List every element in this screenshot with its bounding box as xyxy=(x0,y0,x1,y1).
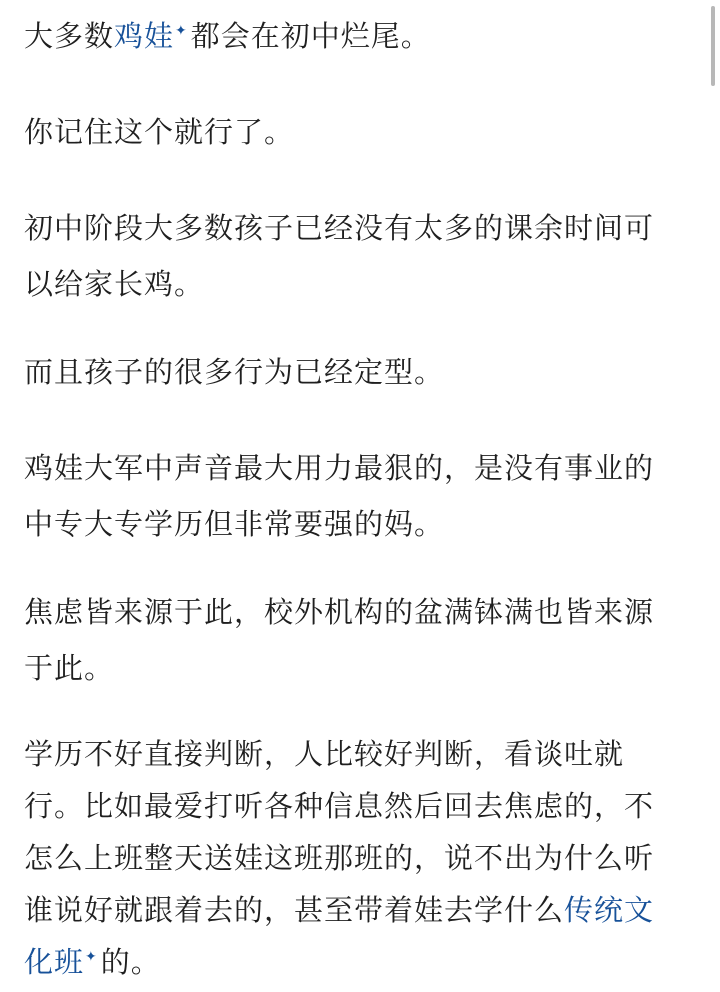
paragraph-7 xyxy=(24,734,654,982)
paragraph-1 xyxy=(24,16,431,56)
search-spark-icon[interactable]: ✦ xyxy=(175,23,188,40)
paragraph-line: 以给家长鸡。 xyxy=(24,267,205,301)
paragraph-line: 于此。 xyxy=(24,651,115,685)
paragraph-text: 谁说好就跟着去的，甚至带着娃去学什么 xyxy=(24,893,565,927)
paragraph-line xyxy=(24,942,654,982)
paragraph-text: 都会在初中烂尾。 xyxy=(190,19,431,53)
paragraph-line: 学历不好直接判断，人比较好判断，看谈吐就 xyxy=(24,737,625,771)
keyword-link-traditional-culture-class[interactable]: 传统文 xyxy=(564,893,655,927)
paragraph-line: 焦虑皆来源于此，校外机构的盆满钵满也皆来源 xyxy=(24,595,655,629)
scrollbar[interactable] xyxy=(711,6,715,86)
paragraph-line: 鸡娃大军中声音最大用力最狠的，是没有事业的 xyxy=(24,451,655,485)
paragraph-line: 怎么上班整天送娃这班那班的，说不出为什么听 xyxy=(24,841,655,875)
paragraph-5 xyxy=(24,448,654,544)
paragraph-3 xyxy=(24,208,654,304)
paragraph-6 xyxy=(24,592,654,688)
paragraph-line: 行。比如最爱打听各种信息然后回去焦虑的，不 xyxy=(24,789,655,823)
paragraph-text: 大多数 xyxy=(24,19,115,53)
keyword-link-jiwa[interactable]: 鸡娃 xyxy=(114,19,175,53)
paragraph-line xyxy=(24,890,654,930)
paragraph-2 xyxy=(24,112,294,152)
paragraph-text: 你记住这个就行了。 xyxy=(24,115,295,149)
paragraph-4 xyxy=(24,352,444,392)
search-spark-icon[interactable]: ✦ xyxy=(85,949,98,966)
keyword-link-traditional-culture-class-cont[interactable]: 化班 xyxy=(24,945,85,979)
paragraph-line: 初中阶段大多数孩子已经没有太多的课余时间可 xyxy=(24,211,655,245)
paragraph-text: 的。 xyxy=(100,945,161,979)
paragraph-line: 中专大专学历但非常要强的妈。 xyxy=(24,507,445,541)
paragraph-text: 而且孩子的很多行为已经定型。 xyxy=(24,355,445,389)
